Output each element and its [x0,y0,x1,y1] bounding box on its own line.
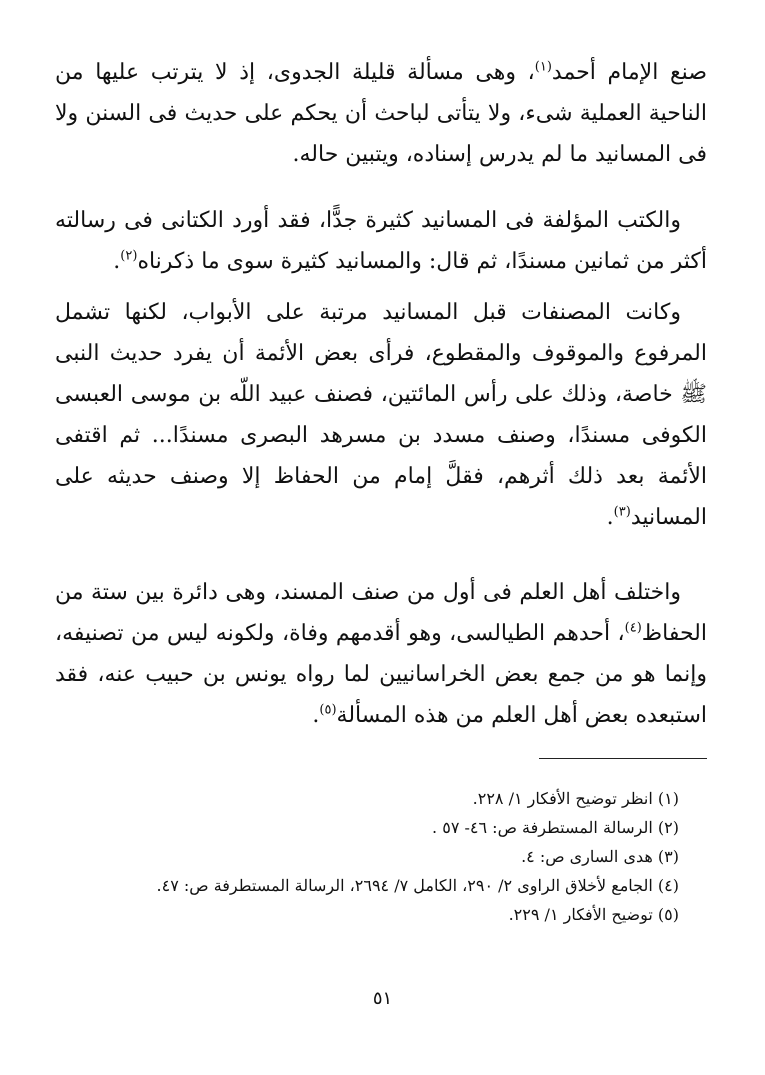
paragraph-2-text-a: والكتب المؤلفة فى المسانيد كثيرة جدًّا، فقد أورد الكتانى فى رسالته أكثر من ثمانين مسندًا، ثم قال: والمسانيد كثيرة سوى ما ذكرناه [55,208,707,274]
paragraph-4-text-b: ، أحدهم الطيالسى، وهو أقدمهم وفاة، ولكونه ليس من تصنيفه، وإنما هو من جمع بعض الخراسانيين لما رواه يونس بن حبيب عنه، فقد استبعده بعض أهل العلم من هذه المسألة [55,621,707,728]
footnotes [59,784,679,929]
paragraph-4-text-a: واختلف أهل العلم فى أول من صنف المسند، وهى دائرة بين ستة من الحفاظ [55,580,707,646]
footnote-1: (١) انظر توضيح الأفكار ١/ ٢٢٨. [472,789,679,808]
paragraph-4 [55,572,707,736]
paragraph-3 [55,292,707,538]
paragraph-4-text-c: . [312,703,320,728]
page-number: ٥١ [372,988,393,1009]
footnote-4: (٤) الجامع لأخلاق الراوى ٢/ ٢٩٠، الكامل ٧/ ٢٦٩٤، الرسالة المستطرفة ص: ٤٧. [156,876,679,895]
footnote-ref-3: (٣) [613,504,631,520]
footnote-ref-1: (١) [534,59,552,75]
paragraph-2 [55,200,707,282]
paragraph-1-text-a: صنع الإمام أحمد [551,60,708,85]
paragraph-1-text-b: ، وهى مسألة قليلة الجدوى، إذ لا يترتب عليها من الناحية العملية شىء، ولا يتأتى لباحث أن يحكم على حديث فى السنن ولا فى المسانيد ما لم يدرس إسناده، ويتبين حاله. [55,60,707,167]
footnote-ref-2: (٢) [120,248,138,264]
footnote-ref-5: (٥) [319,702,337,718]
paragraph-1 [55,52,707,175]
paragraph-2-text-b: . [113,249,121,274]
footnote-separator [539,758,707,759]
footnote-2: (٢) الرسالة المستطرفة ص: ٤٦- ٥٧ . [432,818,679,837]
paragraph-3-text-a: وكانت المصنفات قبل المسانيد مرتبة على الأبواب، لكنها تشمل المرفوع والموقوف والمقطوع، فرأى بعض الأئمة أن يفرد حديث النبى ﷺ خاصة، وذلك على رأس المائتين، فصنف عبيد اللّه بن موسى العبسى الكوفى مسندًا، وصنف مسدد بن مسرهد البصرى مسندًا... ثم اقتفى الأئمة بعد ذلك أثرهم، فقلَّ إمام من الحفاظ إلا وصنف حديثه على المسانيد [55,300,707,530]
footnote-ref-4: (٤) [624,620,642,636]
footnote-5: (٥) توضيح الأفكار ١/ ٢٢٩. [508,905,679,924]
paragraph-3-text-b: . [606,505,614,530]
footnote-3: (٣) هدى السارى ص: ٤. [521,847,679,866]
